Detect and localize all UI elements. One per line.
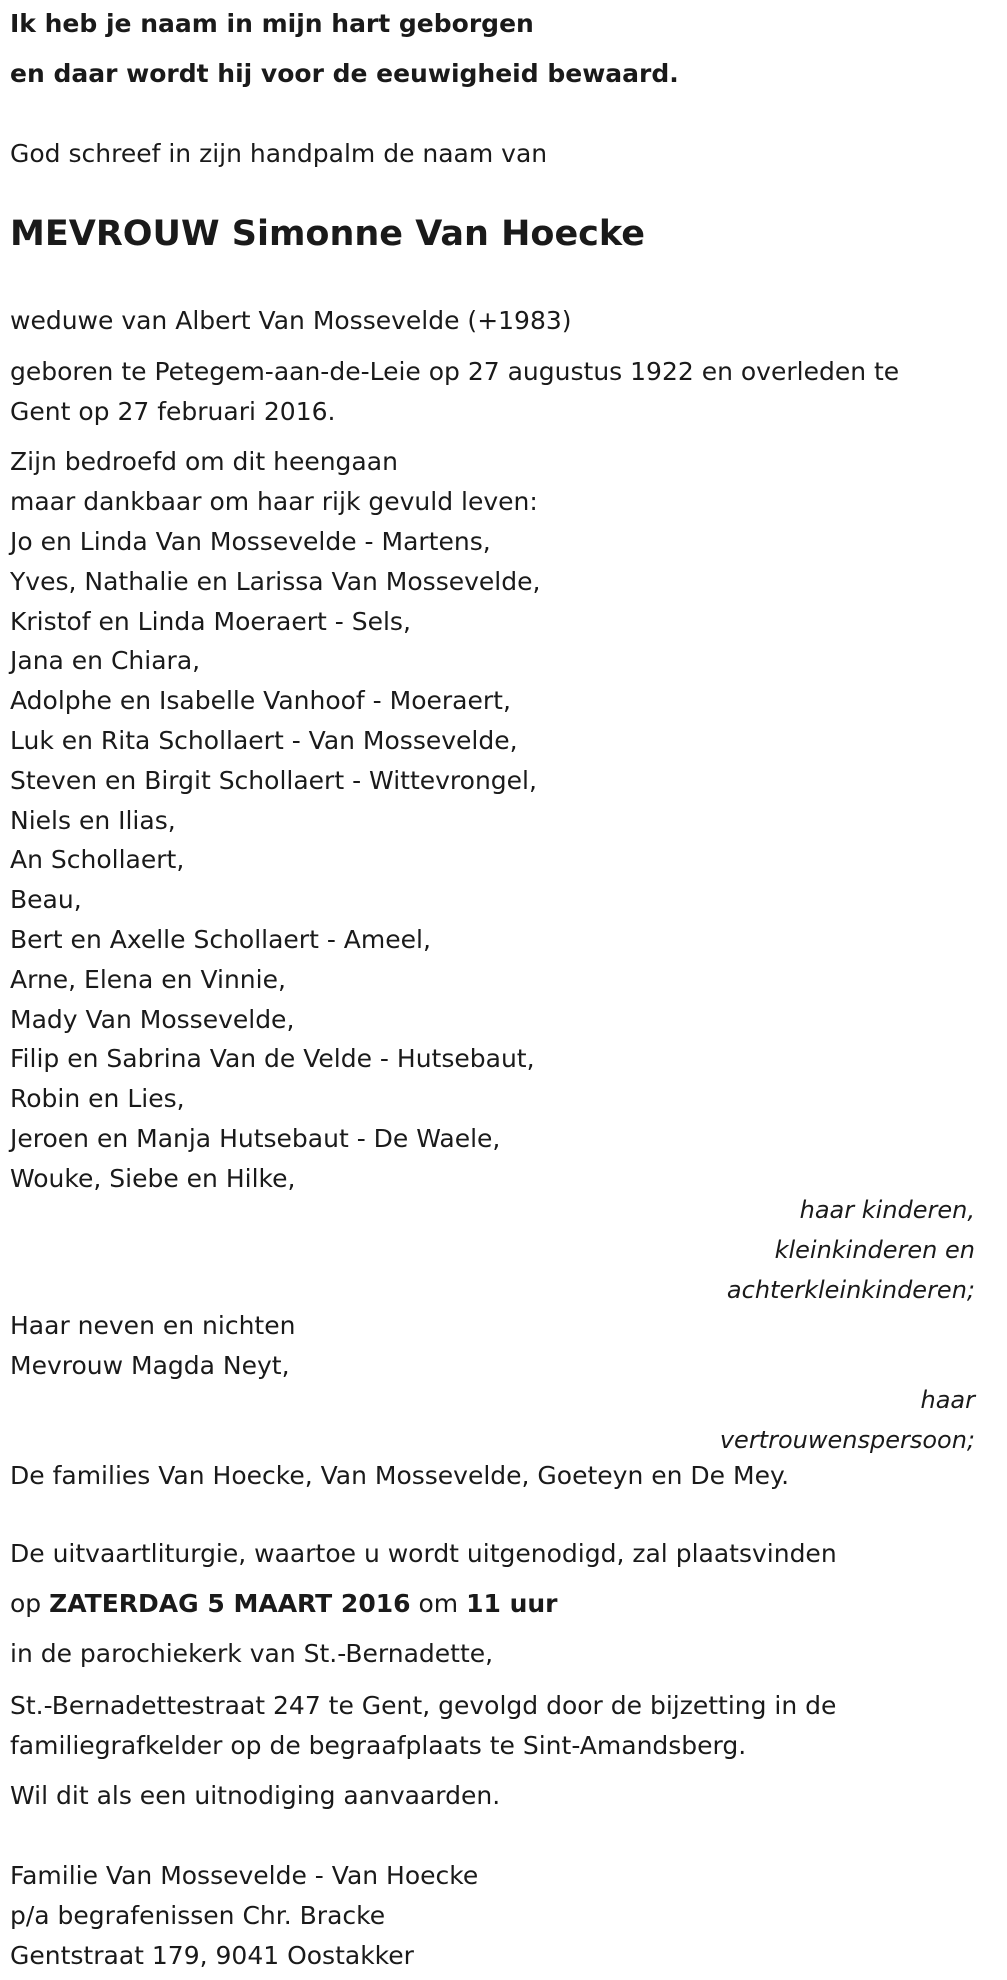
trustee-name: Mevrouw Magda Neyt, (10, 1351, 290, 1380)
family-member-line: Adolphe en Isabelle Vanhoof - Moeraert, (10, 686, 511, 716)
funeral-date-time (10, 1588, 558, 1620)
funeral-address-line-1: St.-Bernadettestraat 247 te Gent, gevolgd door de bijzetting in de (10, 1691, 837, 1720)
family-member-line: Mady Van Mossevelde, (10, 1004, 295, 1034)
contact-line-2: p/a begrafenissen Chr. Bracke (10, 1901, 386, 1930)
contact-line-3: Gentstraat 179, 9041 Oostakker (10, 1941, 414, 1970)
family-member-line: Luk en Rita Schollaert - Van Mossevelde, (10, 726, 518, 755)
family-member-line: Jana en Chiara, (10, 646, 201, 676)
funeral-address-line-2: familiegrafkelder op de begraafplaats te Sint-Amandsberg. (10, 1731, 747, 1760)
family-member-line: An Schollaert, (10, 845, 185, 875)
relatives: Haar neven en nichten (10, 1311, 296, 1340)
intro-text: God schreef in zijn handpalm de naam van (10, 139, 548, 168)
family-role-line-3: achterkleinkinderen; (726, 1276, 975, 1304)
funeral-om: om (418, 1589, 459, 1618)
family-member-line: Steven en Birgit Schollaert - Wittevrongel, (10, 765, 537, 795)
funeral-closing: Wil dit als een uitnodiging aanvaarden. (10, 1781, 501, 1810)
funeral-invite: De uitvaartliturgie, waartoe u wordt uitgenodigd, zal plaatsvinden (10, 1539, 837, 1568)
family-member-line: Wouke, Siebe en Hilke, (10, 1163, 296, 1193)
family-member-line: Arne, Elena en Vinnie, (10, 964, 286, 994)
birth-death-line-2: Gent op 27 februari 2016. (10, 397, 336, 426)
families: De families Van Hoecke, Van Mossevelde, Goeteyn en De Mey. (10, 1461, 790, 1490)
birth-death-line-1: geboren te Petegem-aan-de-Leie op 27 augustus 1922 en overleden te (10, 357, 900, 386)
deceased-name: MEVROUW Simonne Van Hoecke (10, 214, 646, 254)
motto-line-1: Ik heb je naam in mijn hart geborgen (10, 9, 534, 38)
funeral-time: 11 uur (466, 1589, 558, 1618)
family-member-line: Beau, (10, 885, 82, 915)
widow-of: weduwe van Albert Van Mossevelde (+1983) (10, 306, 572, 335)
contact-line-1: Familie Van Mossevelde - Van Hoecke (10, 1861, 479, 1890)
family-role-line-1: haar kinderen, (799, 1196, 975, 1224)
trustee-role-line-1: haar (920, 1386, 975, 1414)
motto-line-2: en daar wordt hij voor de eeuwigheid bewaard. (10, 59, 679, 88)
family-member-line: Robin en Lies, (10, 1084, 185, 1114)
mourners-intro-line-2: maar dankbaar om haar rijk gevuld leven: (10, 487, 538, 516)
family-member-line: Yves, Nathalie en Larissa Van Mossevelde, (10, 566, 541, 596)
family-member-line: Jo en Linda Van Mossevelde - Martens, (10, 527, 491, 556)
trustee-role-line-2: vertrouwenspersoon; (719, 1426, 975, 1454)
family-member-line: Filip en Sabrina Van de Velde - Hutsebaut, (10, 1044, 535, 1074)
mourners-intro-line-1: Zijn bedroefd om dit heengaan (10, 447, 398, 476)
family-member-line: Kristof en Linda Moeraert - Sels, (10, 606, 411, 636)
family-member-line: Jeroen en Manja Hutsebaut - De Waele, (10, 1124, 501, 1153)
funeral-church: in de parochiekerk van St.-Bernadette, (10, 1639, 494, 1668)
funeral-date: ZATERDAG 5 MAART 2016 (49, 1589, 411, 1618)
family-member-line: Bert en Axelle Schollaert - Ameel, (10, 925, 431, 954)
funeral-op: op (10, 1589, 42, 1618)
family-role-line-2: kleinkinderen en (774, 1236, 975, 1264)
family-member-line: Niels en Ilias, (10, 805, 176, 835)
